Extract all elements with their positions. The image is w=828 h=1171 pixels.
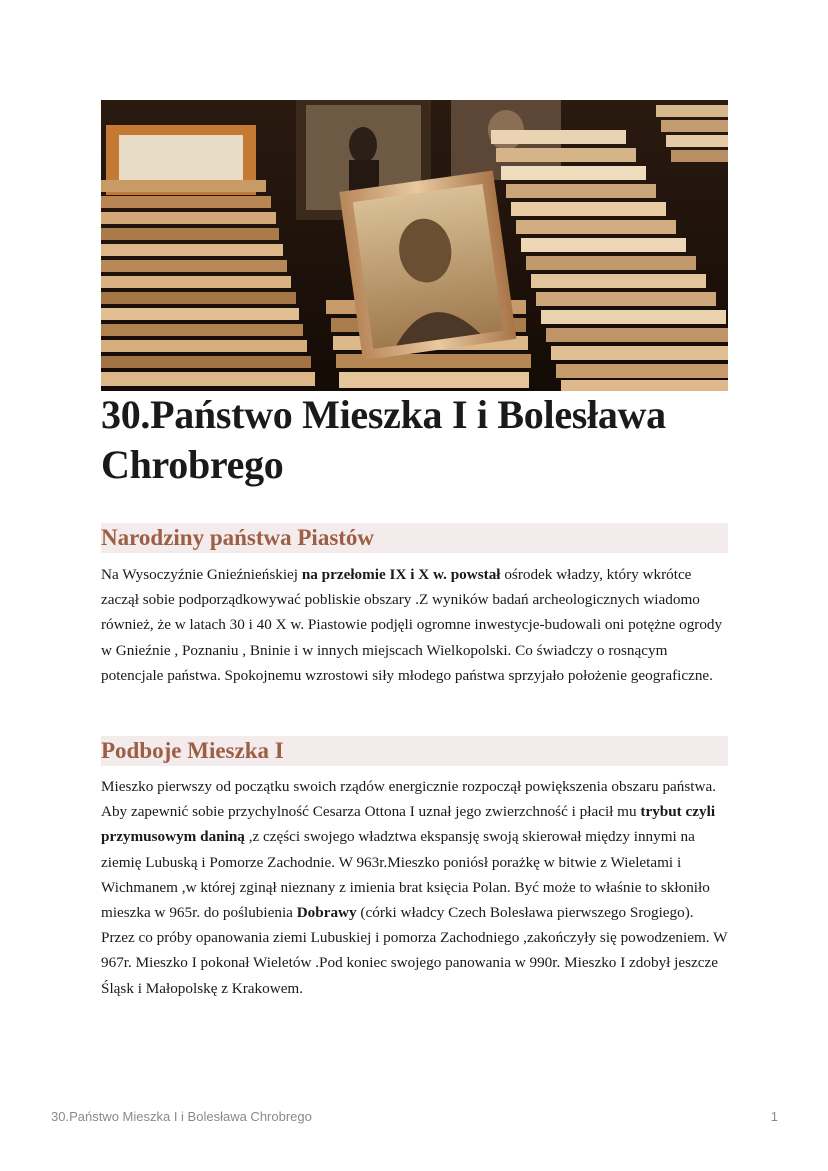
section-heading-narodziny: Narodziny państwa Piastów xyxy=(101,523,728,553)
section-paragraph: Mieszko pierwszy od początku swoich rządów energicznie rozpoczął powiększenia obszaru państwa. Aby zapewnić sobie przychylność Cesarza Ottona I uznał jego zwierzchność i płacił mu trybut czyli przymusowym daniną ,z części swojego władztwa ekspansję swoją skierował między innymi na ziemię Lubuską i Pomorze Zachodnie. W 963r.Mieszko poniósł porażkę w bitwie z Wieletami i Wichmanem ,w której zginął nieznany z imienia brat księcia Polan. Być może to właśnie to skłoniło mieszka w 965r. do poślubienia Dobrawy (córki władcy Czech Bolesława pierwszego Srogiego). Przez co próby opanowania ziemi Lubuskiej i pomorza Zachodniego ,zakończyły się powodzeniem. W 967r. Mieszko I pokonał Wieletów .Pod koniec swojego panowania w 990r. Mieszko I zdobył jeszcze Śląsk i Małopolskę z Krakowem. xyxy=(101,778,728,997)
section-paragraph: Na Wysoczyźnie Gnieźnieńskiej na przełomie IX i X w. powstał ośrodek władzy, który wkrótce zaczął sobie podporządkowywać pobliskie obszary .Z wyników badań archeologicznych wiadomo również, że w latach 30 i 40 X w. Piastowie podjęli ogromne inwestycje-budowali oni potężne ogrody w Gnieźnie , Poznaniu , Bninie i w innych miejscach Wielkopolski. Co świadczy o rosnącym potencjale państwa. Spokojnemu wzrostowi siły młodego państwa sprzyjało położenie geograficzne. xyxy=(101,566,723,684)
old-photographs-illustration xyxy=(101,100,728,391)
bold-phrase: na przełomie IX i X w. powstał xyxy=(301,566,501,583)
page-number: 1 xyxy=(770,1109,778,1124)
bold-phrase: trybut czyli przymusowym daniną xyxy=(101,803,716,846)
page-title: 30.Państwo Mieszka I i Bolesława Chrobrego xyxy=(101,392,666,487)
bold-phrase: Dobrawy xyxy=(296,904,357,922)
footer-title: 30.Państwo Mieszka I i Bolesława Chrobrego xyxy=(51,1109,312,1124)
section-heading-podboje: Podboje Mieszka I xyxy=(101,736,728,766)
hero-image xyxy=(101,100,728,391)
